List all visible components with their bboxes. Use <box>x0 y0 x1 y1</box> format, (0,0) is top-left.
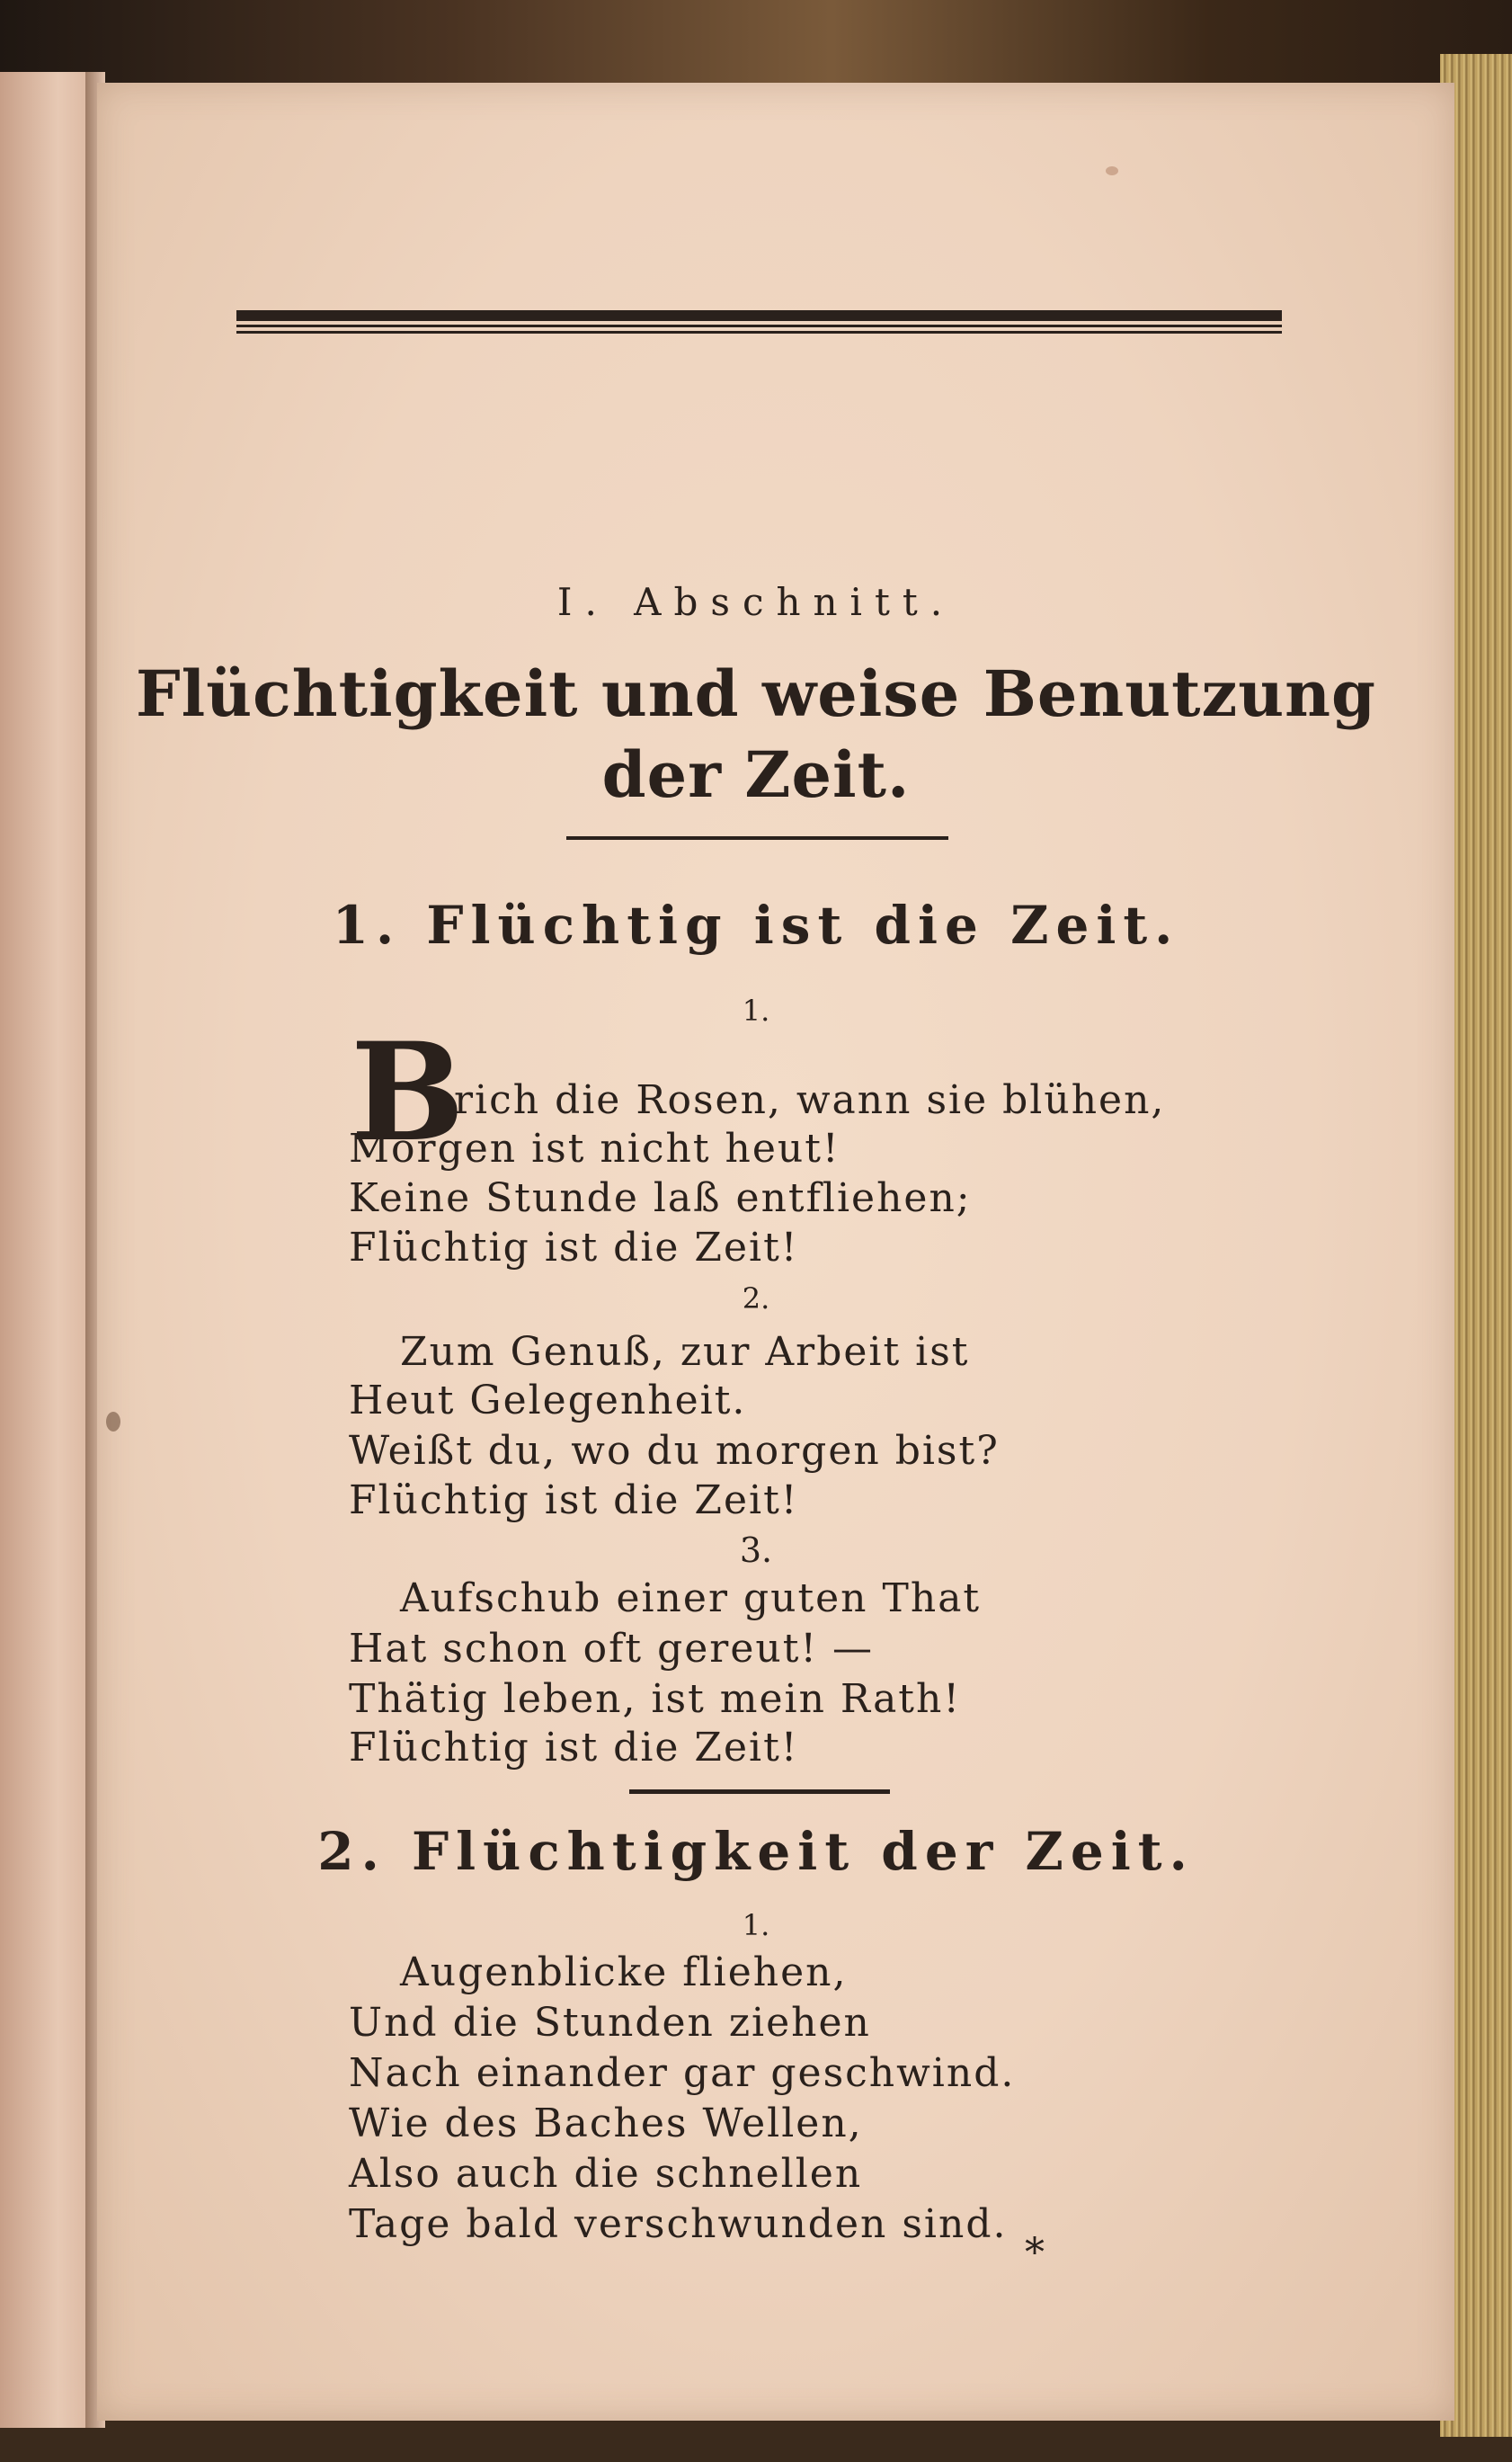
foxing-spot <box>1106 166 1118 175</box>
poem-2-title: 2. Flüchtigkeit der Zeit. <box>317 1821 1195 1882</box>
chapter-title-line-1: Flüchtigkeit und weise Benutzung <box>135 656 1376 731</box>
poem-2-stanza-1-line-3: Nach einander gar geschwind. <box>349 2050 1016 2096</box>
poem-1-stanza-3-line-3: Thätig leben, ist mein Rath! <box>349 1676 962 1722</box>
poem-1-stanza-2-line-1: Zum Genuß, zur Arbeit ist <box>400 1329 970 1375</box>
poem-1-stanza-1-number: 1. <box>742 994 770 1028</box>
foxing-spot <box>106 1412 120 1432</box>
poem-1-stanza-1-line-3: Keine Stunde laß entfliehen; <box>349 1175 972 1221</box>
poem-1-stanza-2-line-4: Flüchtig ist die Zeit! <box>349 1477 799 1523</box>
chapter-title-line-2: der Zeit. <box>601 737 911 812</box>
drop-cap: B <box>351 1013 465 1172</box>
poem-1-stanza-1-line-2: Morgen ist nicht heut! <box>349 1126 840 1172</box>
poem-1-stanza-2-number: 2. <box>742 1281 770 1316</box>
poem-1-stanza-1-line-4: Flüchtig ist die Zeit! <box>349 1225 799 1271</box>
signature-mark: * <box>1025 2230 1045 2276</box>
poem-divider <box>629 1789 890 1794</box>
poem-1-stanza-3-number: 3. <box>739 1530 773 1570</box>
header-rule-thin <box>236 325 1282 327</box>
chapter-divider <box>566 836 948 840</box>
poem-2-stanza-1-line-6: Tage bald verschwunden sind. <box>349 2201 1008 2247</box>
poem-2-stanza-1-line-5: Also auch die schnellen <box>349 2151 863 2197</box>
header-rule <box>236 310 1282 337</box>
poem-1-stanza-2-line-3: Weißt du, wo du morgen bist? <box>349 1428 1000 1474</box>
book-cover-edge <box>0 0 1512 90</box>
poem-1-stanza-3-line-2: Hat schon oft gereut! — <box>349 1626 875 1672</box>
poem-2-stanza-1-line-4: Wie des Baches Wellen, <box>349 2101 863 2146</box>
poem-1-title: 1. Flüchtig ist die Zeit. <box>332 895 1180 956</box>
poem-2-stanza-1-line-1: Augenblicke fliehen, <box>400 1949 848 1995</box>
poem-1-stanza-3-line-4: Flüchtig ist die Zeit! <box>349 1725 799 1771</box>
header-rule-thick <box>236 310 1282 321</box>
poem-2-stanza-1-number: 1. <box>742 1908 770 1942</box>
poem-1-stanza-3-line-1: Aufschub einer guten That <box>400 1575 982 1621</box>
section-label: I. Abschnitt. <box>556 580 956 624</box>
header-rule-thin <box>236 331 1282 334</box>
poem-2-stanza-1-line-2: Und die Stunden ziehen <box>349 2000 871 2046</box>
poem-1-stanza-2-line-2: Heut Gelegenheit. <box>349 1378 747 1423</box>
left-page-sliver <box>0 72 97 2428</box>
poem-1-stanza-1-line-1: rich die Rosen, wann sie blühen, <box>454 1077 1166 1123</box>
